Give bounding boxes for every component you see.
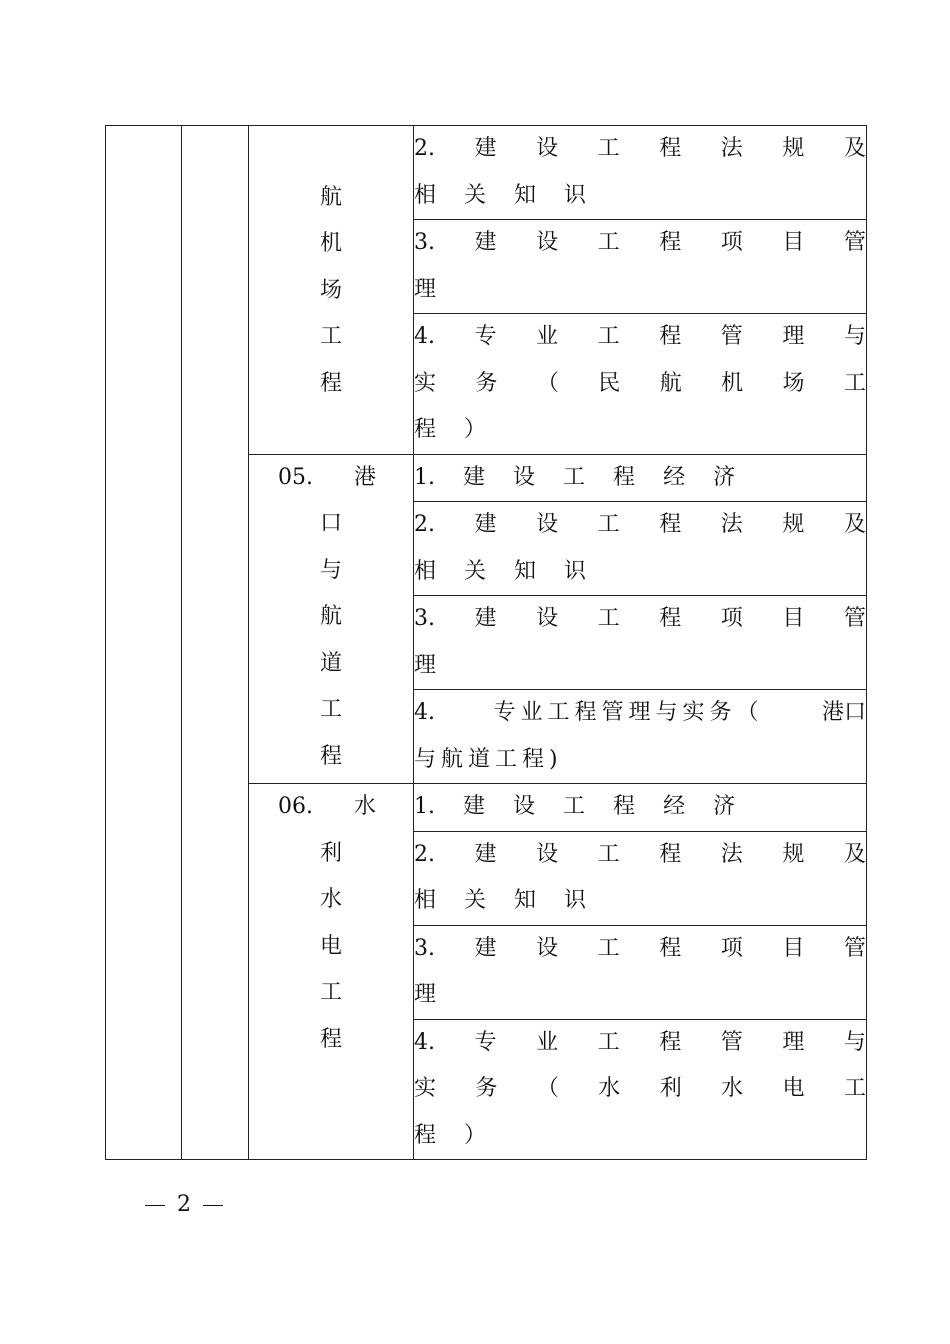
table-row [106, 126, 867, 220]
subject-token: 目 [782, 606, 805, 631]
subject-token: 设 [536, 606, 559, 631]
subject-token: 程 [414, 417, 437, 442]
subject-token: 业 [536, 324, 559, 349]
subject-token: 相 [414, 888, 437, 913]
subject-token: 工 [843, 1076, 866, 1101]
subject-token: 实 [414, 1076, 437, 1101]
qualification-subject-table [105, 125, 867, 1160]
subject-token: 4. [414, 324, 435, 349]
subject-line [414, 407, 866, 454]
subject-token: 法 [720, 512, 743, 537]
subject-token: 3. [414, 230, 435, 255]
subject-token: 管 [720, 324, 743, 349]
subject-token: 关 [464, 182, 487, 208]
subject-cell [414, 502, 867, 596]
subject-token: 港口 [821, 700, 866, 725]
category-number: 05. [278, 464, 313, 490]
subject-token: 项 [720, 230, 743, 255]
subject-token: 与 [843, 324, 866, 349]
subject-token: 法 [720, 136, 743, 161]
category-char: 工 [319, 980, 342, 1005]
footer-dash-right [203, 1205, 223, 1206]
subject-token: 管 [843, 935, 866, 961]
subject-token: 项 [720, 606, 743, 631]
subject-token: 设 [513, 464, 536, 490]
category-cell [249, 126, 414, 455]
subject-token: 建 [463, 794, 486, 819]
subject-line [414, 878, 866, 925]
subject-token: 设 [536, 230, 559, 255]
category-char: 工 [319, 697, 342, 722]
category-first-line [249, 455, 413, 502]
subject-token: 4. [414, 1029, 435, 1055]
subject-token: 管 [843, 606, 866, 631]
subject-line [414, 1020, 866, 1067]
subject-token: 建 [474, 935, 497, 961]
subject-token: 程 [613, 464, 636, 490]
subject-token: 3. [414, 935, 435, 961]
category-char: 航 [319, 184, 342, 210]
subject-token: 知 [514, 558, 537, 584]
subject-token: 工 [597, 606, 620, 631]
subject-cell [414, 690, 867, 784]
subject-token: 目 [782, 230, 805, 255]
subject-token: 识 [564, 888, 587, 913]
subject-token: 建 [474, 230, 497, 255]
subject-token: 1. [414, 464, 435, 490]
subject-token: 设 [513, 794, 536, 819]
subject-token: 工 [597, 512, 620, 537]
subject-token: 专业工程管理与实务（ [493, 700, 764, 725]
subject-token: 电 [782, 1076, 805, 1101]
subject-token: 2. [414, 136, 435, 161]
subject-token: 专 [474, 324, 497, 349]
blank-column-1 [106, 126, 182, 1160]
page-number: 2 [177, 1192, 191, 1217]
subject-token: 经 [663, 464, 686, 490]
subject-line [414, 549, 866, 596]
category-char: 程 [319, 370, 342, 396]
subject-token: 水 [721, 1076, 744, 1101]
category-char: 电 [319, 933, 342, 959]
subject-token: 规 [782, 136, 805, 161]
subject-token: 航 [659, 370, 682, 396]
subject-token: 理 [782, 324, 805, 349]
subject-token: （ [536, 1076, 559, 1101]
subject-token: 设 [536, 935, 559, 961]
subject-line [414, 314, 866, 361]
subject-cell [414, 220, 867, 314]
category-char: 程 [319, 1026, 342, 1052]
subject-token: 程 [659, 841, 682, 867]
subject-token: 管 [720, 1029, 743, 1055]
subject-line [414, 173, 866, 220]
subject-cell [414, 454, 867, 502]
subject-token: 程 [659, 136, 682, 161]
subject-token: 理 [414, 276, 437, 302]
subject-token: 工 [597, 136, 620, 161]
subject-token: 目 [782, 935, 805, 961]
subject-token: 工 [597, 230, 620, 255]
subject-token: 建 [474, 512, 497, 537]
subject-token: 程 [659, 230, 682, 255]
subject-token: 民 [598, 370, 621, 396]
subject-token: 济 [713, 464, 736, 490]
subject-token: 程 [613, 794, 636, 819]
subject-token: 程 [659, 512, 682, 537]
subject-cell [414, 314, 867, 455]
subject-token: 知 [514, 888, 537, 913]
subject-token: 2. [414, 512, 435, 537]
subject-token: 及 [843, 136, 866, 161]
subject-token: 实 [414, 370, 437, 396]
subject-token: 程 [659, 606, 682, 631]
subject-token: 规 [782, 512, 805, 537]
subject-token: 建 [474, 136, 497, 161]
subject-token: 工 [597, 324, 620, 349]
category-char: 水 [319, 887, 342, 912]
subject-token: 法 [720, 841, 743, 867]
subject-token: 与 [843, 1029, 866, 1055]
subject-token: 2. [414, 841, 435, 867]
subject-token: 识 [564, 558, 587, 584]
subject-token: 场 [782, 370, 805, 396]
subject-cell [414, 925, 867, 1019]
subject-token: 相 [414, 558, 437, 584]
subject-token: 程 [659, 324, 682, 349]
category-cell [249, 454, 414, 784]
subject-token: ） [464, 1122, 487, 1148]
subject-token: 关 [464, 888, 487, 913]
category-number: 06. [278, 794, 313, 819]
subject-token: 工 [597, 935, 620, 961]
category-cell [249, 784, 414, 1160]
subject-token: 设 [536, 512, 559, 537]
page-footer [145, 1192, 223, 1217]
subject-line [414, 832, 866, 879]
category-char: 利 [319, 840, 342, 866]
subject-token: 程 [659, 935, 682, 961]
subject-token: 程 [414, 1122, 437, 1148]
category-char: 航 [319, 604, 342, 629]
subject-line [414, 1113, 866, 1160]
subject-token: 及 [843, 841, 866, 867]
category-first-line [249, 784, 413, 831]
category-char: 口 [319, 511, 342, 536]
subject-token: 济 [713, 794, 736, 819]
subject-token: 理 [414, 652, 437, 678]
footer-dash-left [145, 1205, 165, 1206]
subject-token: 设 [536, 841, 559, 867]
subject-cell [414, 596, 867, 690]
subject-token: 机 [721, 370, 744, 396]
subject-token: 设 [536, 136, 559, 161]
category-char: 港 [354, 464, 377, 490]
subject-line [414, 126, 866, 173]
subject-line [414, 690, 866, 737]
subject-token: 务 [475, 1076, 498, 1101]
subject-line [414, 267, 866, 314]
subject-token: 建 [474, 606, 497, 631]
subject-line [414, 972, 866, 1019]
subject-token: 程 [659, 1029, 682, 1055]
subject-line [414, 926, 866, 973]
subject-token: 建 [474, 841, 497, 867]
subject-token: 管 [843, 230, 866, 255]
blank-column-2 [182, 126, 249, 1160]
subject-token: 水 [598, 1076, 621, 1101]
subject-token: 理 [782, 1029, 805, 1055]
subject-token: 工 [597, 1029, 620, 1055]
category-char: 机 [319, 231, 342, 256]
subject-token: 知 [514, 182, 537, 208]
category-char: 程 [319, 743, 342, 769]
subject-line [414, 737, 866, 784]
subject-line [414, 361, 866, 408]
table-body [106, 126, 867, 1160]
subject-token: 业 [536, 1029, 559, 1055]
subject-line [414, 220, 866, 267]
category-char: 道 [319, 650, 342, 676]
subject-token: ） [464, 417, 487, 442]
subject-line [414, 643, 866, 690]
subject-token: 工 [563, 464, 586, 490]
subject-token: 专 [474, 1029, 497, 1055]
subject-token: 建 [463, 464, 486, 490]
subject-line [414, 596, 866, 643]
category-char: 水 [354, 794, 377, 819]
category-char: 与 [319, 557, 342, 583]
subject-token: 4. [414, 700, 435, 725]
subject-token: 3. [414, 606, 435, 631]
subject-token: 与航道工程) [414, 746, 563, 772]
subject-cell [414, 831, 867, 925]
subject-token: 项 [720, 935, 743, 961]
subject-token: 关 [464, 558, 487, 584]
subject-token: 工 [597, 841, 620, 867]
subject-token: 1. [414, 794, 435, 819]
subject-token: 及 [843, 512, 866, 537]
subject-token: 务 [475, 370, 498, 396]
subject-line [414, 784, 866, 831]
subject-token: 利 [659, 1076, 682, 1101]
subject-token: 工 [843, 370, 866, 396]
subject-token: 工 [563, 794, 586, 819]
subject-token: （ [536, 370, 559, 396]
subject-cell [414, 1019, 867, 1160]
subject-cell [414, 126, 867, 220]
subject-line [414, 502, 866, 549]
category-char: 场 [319, 277, 342, 303]
subject-token: 理 [414, 982, 437, 1007]
subject-line [414, 455, 866, 502]
subject-token: 相 [414, 182, 437, 208]
subject-cell [414, 784, 867, 832]
subject-token: 经 [663, 794, 686, 819]
category-char: 工 [319, 324, 342, 349]
subject-line [414, 1066, 866, 1113]
subject-token: 识 [564, 182, 587, 208]
subject-token: 规 [782, 841, 805, 867]
